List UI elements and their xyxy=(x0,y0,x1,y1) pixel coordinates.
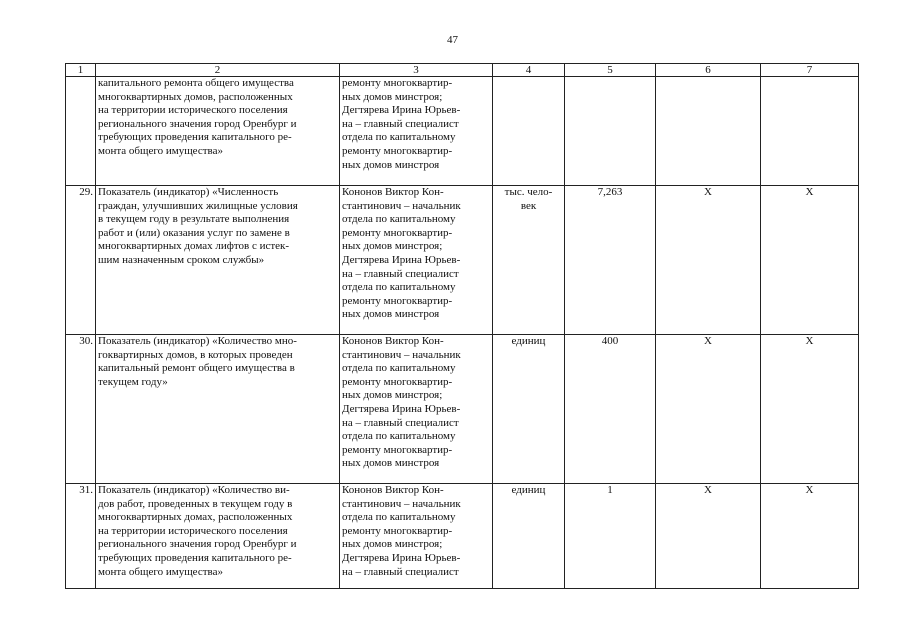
row-number: 30. xyxy=(66,335,96,484)
column-header: 4 xyxy=(493,64,565,77)
column-header: 2 xyxy=(96,64,340,77)
table-row xyxy=(66,484,859,589)
unit: единиц xyxy=(493,484,565,589)
column-7-cell: Х xyxy=(761,335,859,484)
column-6-cell xyxy=(656,77,761,186)
value: 1 xyxy=(565,484,656,589)
indicator-name: капитального ремонта общего имущества многоквартирных домов, расположенных на территории исторического поселения регионального значения город Оренбург и требующих проведения капитального ре- монта общего имущества» xyxy=(96,77,340,186)
column-header-row xyxy=(66,64,859,77)
column-header: 1 xyxy=(66,64,96,77)
indicator-table xyxy=(65,63,859,589)
indicator-name: Показатель (индикатор) «Количество мно- гоквартирных домов, в которых проведен капитальный ремонт общего имущества в текущем году» xyxy=(96,335,340,484)
column-7-cell: Х xyxy=(761,484,859,589)
responsible-person: Кононов Виктор Кон- стантинович – начальник отдела по капитальному ремонту многоквартир- ных домов минстроя; Дегтярева Ирина Юрьев- на – главный специалист отдела по капитальному ремонту многоквартир- ных домов минстроя xyxy=(340,335,493,484)
unit: тыс. чело- век xyxy=(493,186,565,335)
indicator-name: Показатель (индикатор) «Численность граждан, улучшивших жилищные условия в текущем году в результате выполнения работ и (или) оказания услуг по замене в многоквартирных домах лифтов с истек- шим назначенным сроком службы» xyxy=(96,186,340,335)
responsible-person: ремонту многоквартир- ных домов минстроя; Дегтярева Ирина Юрьев- на – главный специалист отдела по капитальному ремонту многоквартир- ных домов минстроя xyxy=(340,77,493,186)
unit xyxy=(493,77,565,186)
row-number: 31. xyxy=(66,484,96,589)
table-row xyxy=(66,186,859,335)
responsible-person: Кононов Виктор Кон- стантинович – начальник отдела по капитальному ремонту многоквартир- ных домов минстроя; Дегтярева Ирина Юрьев- на – главный специалист xyxy=(340,484,493,589)
unit: единиц xyxy=(493,335,565,484)
row-number xyxy=(66,77,96,186)
column-7-cell xyxy=(761,77,859,186)
table-row xyxy=(66,77,859,186)
row-number: 29. xyxy=(66,186,96,335)
column-6-cell: Х xyxy=(656,335,761,484)
value: 400 xyxy=(565,335,656,484)
column-6-cell: Х xyxy=(656,186,761,335)
column-header: 5 xyxy=(565,64,656,77)
responsible-person: Кононов Виктор Кон- стантинович – начальник отдела по капитальному ремонту многоквартир- ных домов минстроя; Дегтярева Ирина Юрьев- на – главный специалист отдела по капитальному ремонту многоквартир- ных домов минстроя xyxy=(340,186,493,335)
column-header: 3 xyxy=(340,64,493,77)
column-7-cell: Х xyxy=(761,186,859,335)
indicator-name: Показатель (индикатор) «Количество ви- дов работ, проведенных в текущем году в многоквартирных домах, расположенных на территории исторического поселения регионального значения город Оренбург и требующих проведения капитального ре- монта общего имущества» xyxy=(96,484,340,589)
value: 7,263 xyxy=(565,186,656,335)
page-number: 47 xyxy=(447,34,458,46)
value xyxy=(565,77,656,186)
column-header: 7 xyxy=(761,64,859,77)
table-row xyxy=(66,335,859,484)
column-6-cell: Х xyxy=(656,484,761,589)
column-header: 6 xyxy=(656,64,761,77)
